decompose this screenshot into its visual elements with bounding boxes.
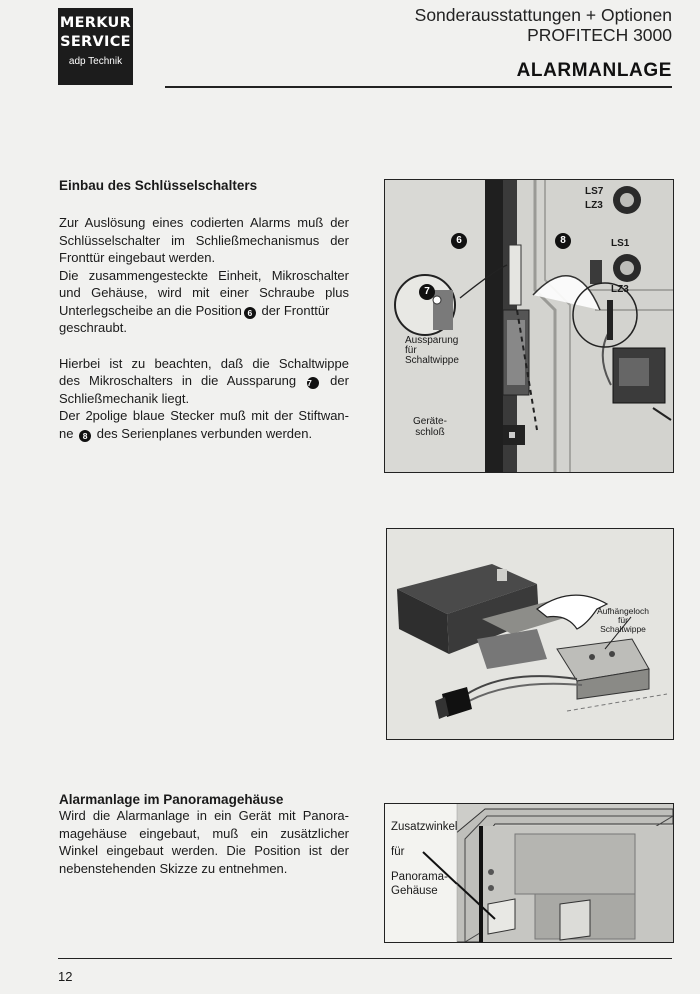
text-line: geschraubt. [59,320,127,335]
text-line: Wird die Alarmanlage in ein Gerät mit Panora- [59,808,349,823]
header-category: Sonderausstattungen + Optionen [414,5,672,25]
label-line: Aufhängeloch [597,606,649,616]
label-line: Schaltwippe [600,624,646,634]
logo-line-1: MERKUR [59,15,132,31]
logo-line-2: SERVICE [60,34,131,50]
position-marker-7: 7 [307,377,319,389]
text-line: Zur Auslösung eines codierten Alarms muß der [59,215,349,230]
text-fragment: des Serienplanes verbunden werden. [96,425,313,441]
text-line-with-marker [59,372,349,390]
text-line-with-marker [59,425,349,443]
figure-micro-switch-housing [386,528,674,740]
text-line: magehäuse eingebaut, muß ein zusätzlicher [59,825,349,841]
figure-marker-6: 6 [451,233,467,249]
label-line: für [618,615,628,625]
label-lz3-top: LZ3 [585,200,603,211]
text-fragment: ne [59,425,74,441]
text-fragment: Unterlegscheibe an die Position [59,302,242,318]
header-section-title: ALARMANLAGE [516,60,672,81]
text-fragment: der [330,373,349,388]
position-marker-8: 8 [79,430,91,442]
label-line: Zusatzwinkel [391,821,458,833]
text-line: und Gehäuse, wird mit einer Schraube plus [59,285,349,300]
label-geraeteschloss [413,416,447,438]
text-line: Fronttür eingebaut werden. [59,250,216,265]
logo-line-3: adp Technik [68,56,123,67]
figure-additional-bracket [384,803,674,943]
merkur-service-logo [58,8,133,85]
text-line: Schlüsselschalter im Schließmechanismus der [59,232,349,248]
paragraph-panorama [59,807,349,877]
figure-key-switch-installation [384,179,674,473]
section-title: Alarmanlage im Panoramagehäuse [59,792,284,807]
header-product: PROFITECH 3000 [527,25,672,45]
label-line: Aussparung [405,335,459,346]
section-title: Einbau des Schlüsselschalters [59,178,258,193]
label-aufhaengeloch [597,607,649,634]
label-zusatzwinkel [391,820,457,898]
label-lz3-bottom: LZ3 [611,284,629,295]
section-installation-key-switch [59,178,349,442]
label-line: Geräte- [413,416,447,427]
text-line-with-marker [59,302,349,320]
text-line: Der 2polige blaue Stecker muß mit der Stiftwan- [59,408,349,423]
text-fragment: des Mikroschalters in die Aussparung [59,373,297,388]
label-ls7: LS7 [585,186,604,197]
label-line: Gehäuse [391,885,438,897]
figure-2-drawing [387,529,673,739]
page-number: 12 [58,969,73,984]
footer-rule [58,958,672,959]
label-line: Panorama- [391,871,448,883]
text-line: Hierbei ist zu beachten, daß die Schaltwippe [59,355,349,371]
label-line: für [391,846,405,858]
label-line: für [405,345,417,356]
header-rule [165,86,672,88]
text-line: Winkel eingebaut werden. Die Position ist der [59,843,349,858]
label-line: Schaltwippe [405,355,459,366]
label-line: schloß [415,427,445,438]
label-aussparung [405,336,459,366]
figure-marker-8: 8 [555,233,571,249]
figure-marker-7: 7 [419,284,435,300]
position-marker-6: 6 [244,307,256,319]
paragraph-1 [59,214,349,337]
text-fragment: der Fronttür [261,302,330,318]
label-ls1: LS1 [611,238,630,249]
paragraph-2 [59,355,349,443]
text-line: nebenstehenden Skizze zu entnehmen. [59,860,288,876]
text-line: Die zusammengesteckte Einheit, Mikroschalter [59,267,349,283]
section-panorama-housing [59,792,349,877]
text-line: Schließmechanik liegt. [59,390,190,406]
